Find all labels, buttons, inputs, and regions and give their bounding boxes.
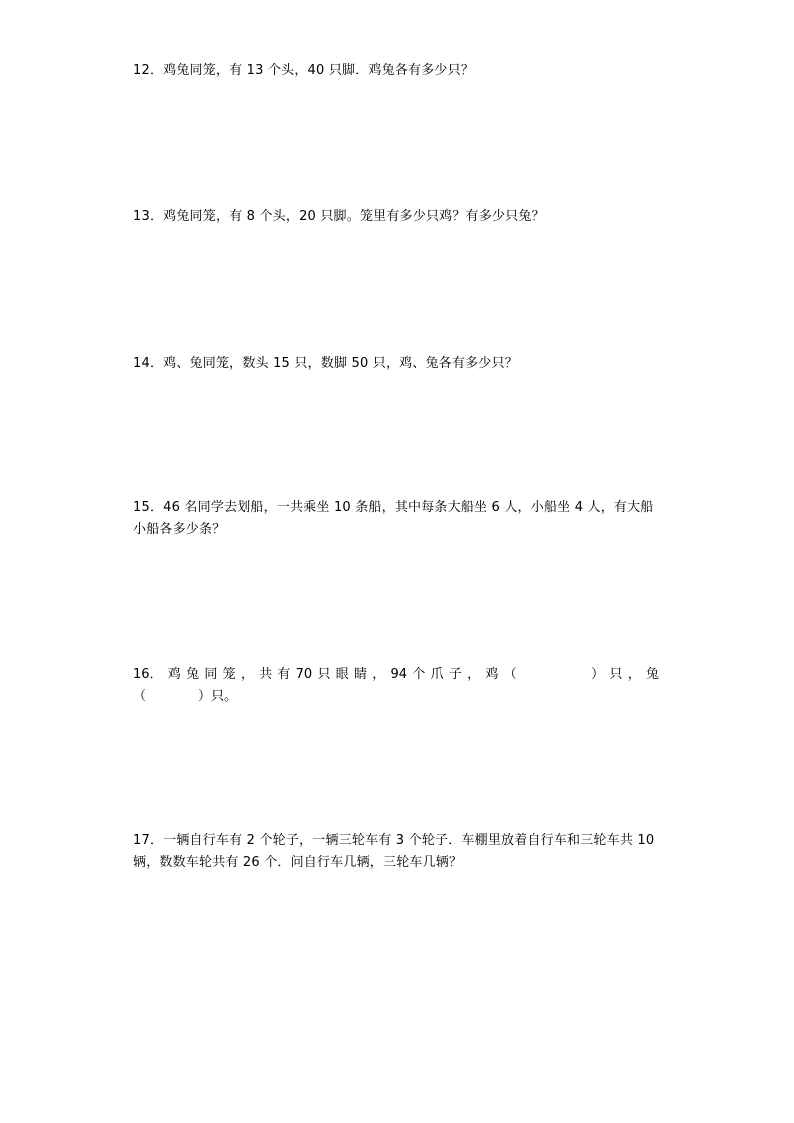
question-16-char: 有 (277, 667, 291, 682)
question-16-char: 兔 (645, 667, 659, 682)
question-16-number-70: 70 (295, 667, 313, 682)
question-17 (133, 830, 663, 874)
question-16-char: 睛 (353, 667, 367, 682)
question-16-char: 只 (317, 667, 331, 682)
question-16-char: 只 (609, 667, 623, 682)
question-16-blank-rabbit-open: （ (133, 689, 147, 704)
question-15-text-line-2: 小船各多少条？ (133, 522, 226, 537)
question-16-char: 个 (412, 667, 426, 682)
question-15 (133, 497, 663, 541)
question-17-text-line-1: 17．一辆自行车有 2 个轮子，一辆三轮车有 3 个轮子．车棚里放着自行车和三轮车共 10 (133, 833, 655, 848)
question-16-number: 16． (133, 667, 163, 682)
question-16-blank-chicken-close: ） (591, 667, 605, 682)
question-16-blank-rabbit-close: ）只。 (198, 689, 238, 704)
question-14-text: 14．鸡、兔同笼，数头 15 只，数脚 50 只，鸡、兔各有多少只？ (133, 356, 518, 371)
question-15-text-line-1: 15．46 名同学去划船，一共乘坐 10 条船，其中每条大船坐 6 人，小船坐 4 人，有大船 (133, 500, 654, 515)
question-16-char: 眼 (335, 667, 349, 682)
question-17-text-line-2: 辆，数数车轮共有 26 个．问自行车几辆，三轮车几辆？ (133, 855, 463, 870)
question-16-line-1 (133, 664, 659, 686)
question-16-number-94: 94 (390, 667, 408, 682)
question-16-line-2 (133, 686, 663, 708)
question-16-char: 鸡 (167, 667, 181, 682)
answer-blank-chicken (522, 664, 586, 686)
question-16-char: ， (627, 667, 641, 682)
question-16-blank-chicken-open: （ (503, 667, 517, 682)
question-16-char: 爪 (430, 667, 444, 682)
question-12-text: 12．鸡兔同笼，有 13 个头，40 只脚．鸡兔各有多少只？ (133, 63, 475, 78)
question-16-char: ， (372, 667, 386, 682)
question-16 (133, 664, 663, 708)
question-16-char: 同 (204, 667, 218, 682)
question-13-text: 13．鸡兔同笼，有 8 个头，20 只脚。笼里有多少只鸡？有多少只兔？ (133, 209, 545, 224)
question-16-char: 鸡 (485, 667, 499, 682)
question-16-char: 子 (448, 667, 462, 682)
question-16-char: 共 (259, 667, 273, 682)
question-12 (133, 60, 663, 82)
question-16-char: ， (467, 667, 481, 682)
question-14 (133, 353, 663, 375)
question-16-char: ， (240, 667, 254, 682)
question-16-char: 笼 (222, 667, 236, 682)
question-13 (133, 206, 663, 228)
question-16-char: 兔 (186, 667, 200, 682)
